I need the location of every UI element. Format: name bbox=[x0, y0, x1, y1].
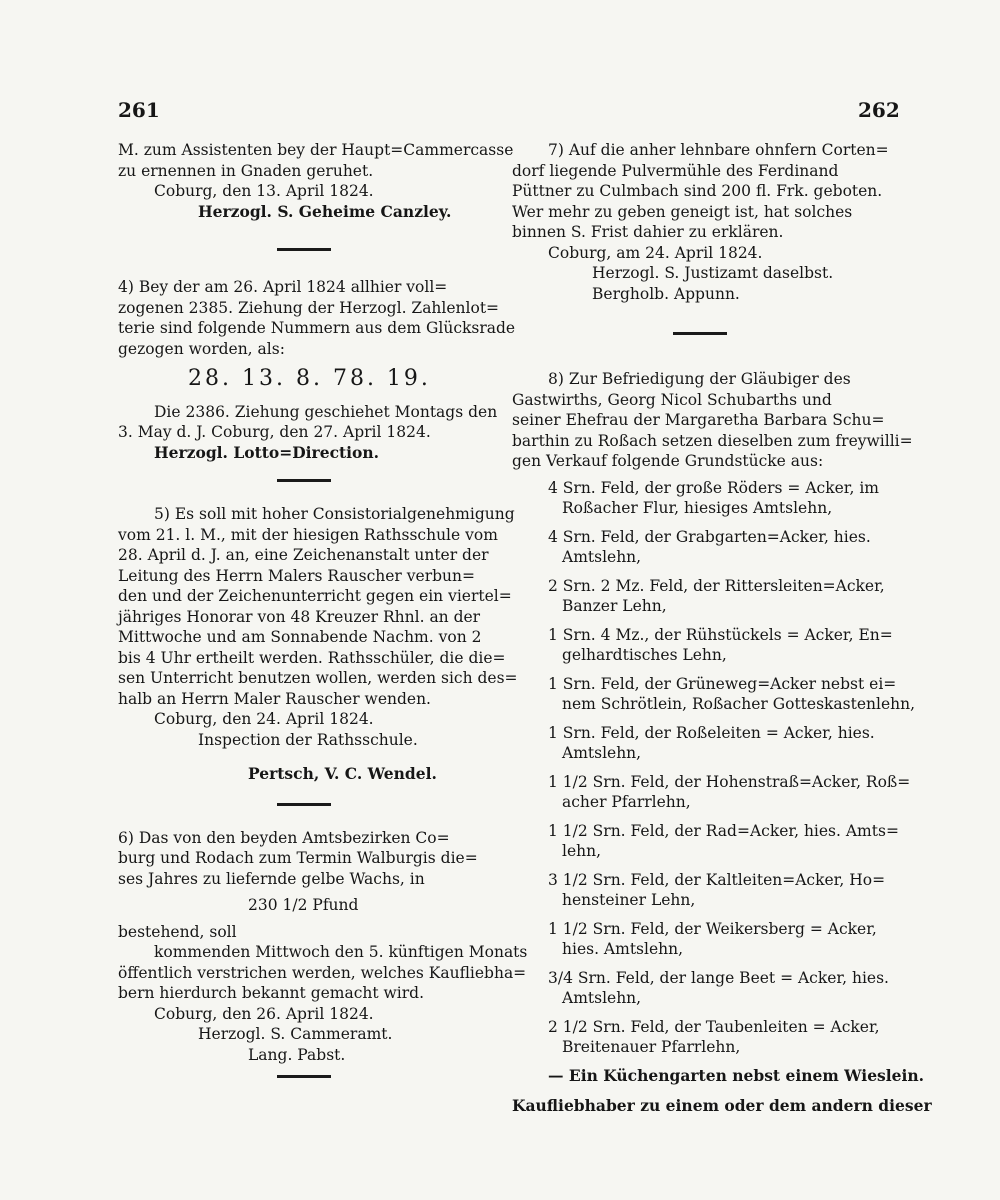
place-date: Coburg, den 13. April 1824. bbox=[154, 182, 374, 200]
signature: Inspection der Rathsschule. bbox=[198, 730, 418, 749]
text-line: nem Schrötlein, Roßacher Gotteskastenlehn, bbox=[562, 695, 916, 713]
text-line: seiner Ehefrau der Margaretha Barbara Schu= bbox=[512, 411, 885, 429]
text-line: Leitung des Herrn Malers Rauscher verbun= bbox=[118, 566, 475, 585]
text-line: sen Unterricht benutzen wollen, werden sich des= bbox=[118, 669, 518, 687]
text-line: 3/4 Srn. Feld, der lange Beet = Acker, hies. bbox=[548, 968, 889, 987]
list-item bbox=[512, 821, 899, 862]
notice-7 bbox=[512, 140, 888, 304]
left-column bbox=[118, 140, 528, 1092]
separator-rule bbox=[277, 1075, 331, 1078]
signature: Herzogl. S. Cammeramt. bbox=[198, 1025, 393, 1043]
text-line: 2 1/2 Srn. Feld, der Taubenleiten = Acker, bbox=[548, 1017, 880, 1036]
text-line: zogenen 2385. Ziehung der Herzogl. Zahlenlot= bbox=[118, 298, 500, 317]
text-line: zu ernennen in Gnaden geruhet. bbox=[118, 161, 374, 180]
text-line: 1 Srn. 4 Mz., der Rühstückels = Acker, En= bbox=[548, 625, 893, 644]
text-line: Breitenauer Pfarrlehn, bbox=[562, 1038, 741, 1056]
text-line: 5) Es soll mit hoher Consistorialgenehmigung bbox=[154, 505, 515, 523]
text-line: 1 Srn. Feld, der Roßeleiten = Acker, hies. bbox=[548, 723, 875, 742]
list-item bbox=[512, 870, 888, 911]
list-item bbox=[512, 576, 888, 617]
place-date: Coburg, den 26. April 1824. bbox=[154, 1004, 374, 1023]
text-line: 1 1/2 Srn. Feld, der Weikersberg = Acker, bbox=[548, 919, 877, 938]
text-line: den und der Zeichenunterricht gegen ein viertel= bbox=[118, 587, 512, 605]
text-line: bestehend, soll bbox=[118, 922, 237, 941]
text-line: Mittwoche und am Sonnabende Nachm. von 2 bbox=[118, 628, 482, 646]
notice-8 bbox=[512, 369, 932, 1117]
list-item bbox=[512, 772, 911, 813]
text-line: 28. April d. J. an, eine Zeichenanstalt unter der bbox=[118, 546, 489, 564]
text-line: lehn, bbox=[562, 842, 602, 860]
text-line: 3 1/2 Srn. Feld, der Kaltleiten=Acker, Ho= bbox=[548, 870, 886, 889]
text-line: vom 21. l. M., mit der hiesigen Rathsschule vom bbox=[118, 525, 498, 544]
list-item bbox=[512, 1017, 888, 1058]
text-line: öffentlich verstrichen werden, welches Kaufliebha= bbox=[118, 963, 527, 982]
list-item bbox=[512, 723, 888, 764]
text-line: hies. Amtslehn, bbox=[562, 940, 684, 958]
text-line: burg und Rodach zum Termin Walburgis die= bbox=[118, 849, 478, 867]
text-line: 1 1/2 Srn. Feld, der Hohenstraß=Acker, Roß= bbox=[548, 772, 911, 791]
text-line: 4) Bey der am 26. April 1824 allhier voll= bbox=[118, 278, 448, 296]
text-line: 2 Srn. 2 Mz. Feld, der Rittersleiten=Acker, bbox=[548, 576, 885, 595]
text-line: 4 Srn. Feld, der Grabgarten=Acker, hies. bbox=[548, 527, 871, 546]
text-line: halb an Herrn Maler Rauscher wenden. bbox=[118, 689, 431, 708]
text-line: Die 2386. Ziehung geschiehet Montags den bbox=[154, 402, 498, 421]
text-line: gen Verkauf folgende Grundstücke aus: bbox=[512, 452, 824, 470]
text-line: bis 4 Uhr ertheilt werden. Rathsschüler, die die= bbox=[118, 648, 506, 667]
text-line: Gastwirths, Georg Nicol Schubarths und bbox=[512, 390, 832, 409]
text-line: Püttner zu Culmbach sind 200 fl. Frk. geboten. bbox=[512, 182, 883, 200]
text-line: gezogen worden, als: bbox=[118, 339, 285, 358]
list-item bbox=[512, 674, 916, 715]
text-line: Amtslehn, bbox=[562, 989, 642, 1007]
closing-line: Kaufliebhaber zu einem oder dem andern dieser bbox=[512, 1096, 932, 1115]
text-line: Amtslehn, bbox=[562, 744, 642, 762]
list-item bbox=[512, 919, 888, 960]
text-line: 8) Zur Befriedigung der Gläubiger des bbox=[548, 370, 851, 388]
separator-rule bbox=[277, 248, 331, 251]
right-column bbox=[512, 140, 932, 1117]
separator-rule bbox=[673, 332, 727, 335]
notice-6 bbox=[118, 828, 528, 1066]
page-number-left: 261 bbox=[118, 98, 160, 122]
text-line: dorf liegende Pulvermühle des Ferdinand bbox=[512, 161, 839, 180]
list-item bbox=[512, 625, 893, 666]
text-line: 4 Srn. Feld, der große Röders = Acker, im bbox=[548, 478, 879, 497]
notice-4 bbox=[118, 277, 516, 463]
text-line: Banzer Lehn, bbox=[562, 597, 667, 615]
place-date: Coburg, den 24. April 1824. bbox=[154, 710, 374, 728]
text-line: acher Pfarrlehn, bbox=[562, 793, 691, 811]
text-line: Wer mehr zu geben geneigt ist, hat solches bbox=[512, 202, 853, 221]
signature-names: Bergholb. Appunn. bbox=[592, 284, 740, 303]
text-line: kommenden Mittwoch den 5. künftigen Monats bbox=[154, 943, 528, 961]
signature-names: Pertsch, V. C. Wendel. bbox=[248, 764, 437, 783]
notice-5 bbox=[118, 504, 518, 785]
text-line: M. zum Assistenten bey der Haupt=Cammercasse bbox=[118, 141, 514, 159]
signature: Herzogl. Lotto=Direction. bbox=[154, 442, 380, 462]
separator-rule bbox=[277, 803, 331, 806]
lottery-numbers: 28. 13. 8. 78. 19. bbox=[188, 366, 431, 391]
place-date: Coburg, am 24. April 1824. bbox=[548, 243, 763, 262]
list-item bbox=[512, 527, 888, 568]
signature-names: Lang. Pabst. bbox=[248, 1045, 346, 1064]
list-item bbox=[512, 478, 888, 519]
text-line: Amtslehn, bbox=[562, 548, 642, 566]
list-item bbox=[512, 968, 888, 1009]
intro-block bbox=[118, 140, 514, 222]
text-line: hensteiner Lehn, bbox=[562, 891, 696, 909]
text-line: 7) Auf die anher lehnbare ohnfern Corten= bbox=[548, 141, 889, 159]
text-line: binnen S. Frist dahier zu erklären. bbox=[512, 223, 784, 241]
signature: Herzogl. S. Geheime Canzley. bbox=[198, 201, 452, 221]
separator-rule bbox=[277, 479, 331, 482]
text-line: 3. May d. J. Coburg, den 27. April 1824. bbox=[118, 423, 431, 441]
text-line: 1 1/2 Srn. Feld, der Rad=Acker, hies. Amts= bbox=[548, 821, 899, 840]
wax-amount: 230 1/2 Pfund bbox=[248, 896, 359, 914]
text-line: barthin zu Roßach setzen dieselben zum freywilli= bbox=[512, 431, 913, 450]
text-line: 1 Srn. Feld, der Grüneweg=Acker nebst ei= bbox=[548, 674, 897, 693]
text-line: Roßacher Flur, hiesiges Amtslehn, bbox=[562, 499, 833, 517]
text-line: gelhardtisches Lehn, bbox=[562, 646, 727, 664]
text-line: bern hierdurch bekannt gemacht wird. bbox=[118, 984, 425, 1002]
text-line: terie sind folgende Nummern aus dem Glücksrade bbox=[118, 319, 516, 337]
final-item: — Ein Küchengarten nebst einem Wieslein. bbox=[548, 1065, 925, 1085]
text-line: ses Jahres zu liefernde gelbe Wachs, in bbox=[118, 869, 425, 888]
text-line: jähriges Honorar von 48 Kreuzer Rhnl. an der bbox=[118, 607, 481, 626]
page-number-right: 262 bbox=[858, 98, 900, 122]
signature: Herzogl. S. Justizamt daselbst. bbox=[592, 264, 834, 282]
text-line: 6) Das von den beyden Amtsbezirken Co= bbox=[118, 828, 450, 847]
